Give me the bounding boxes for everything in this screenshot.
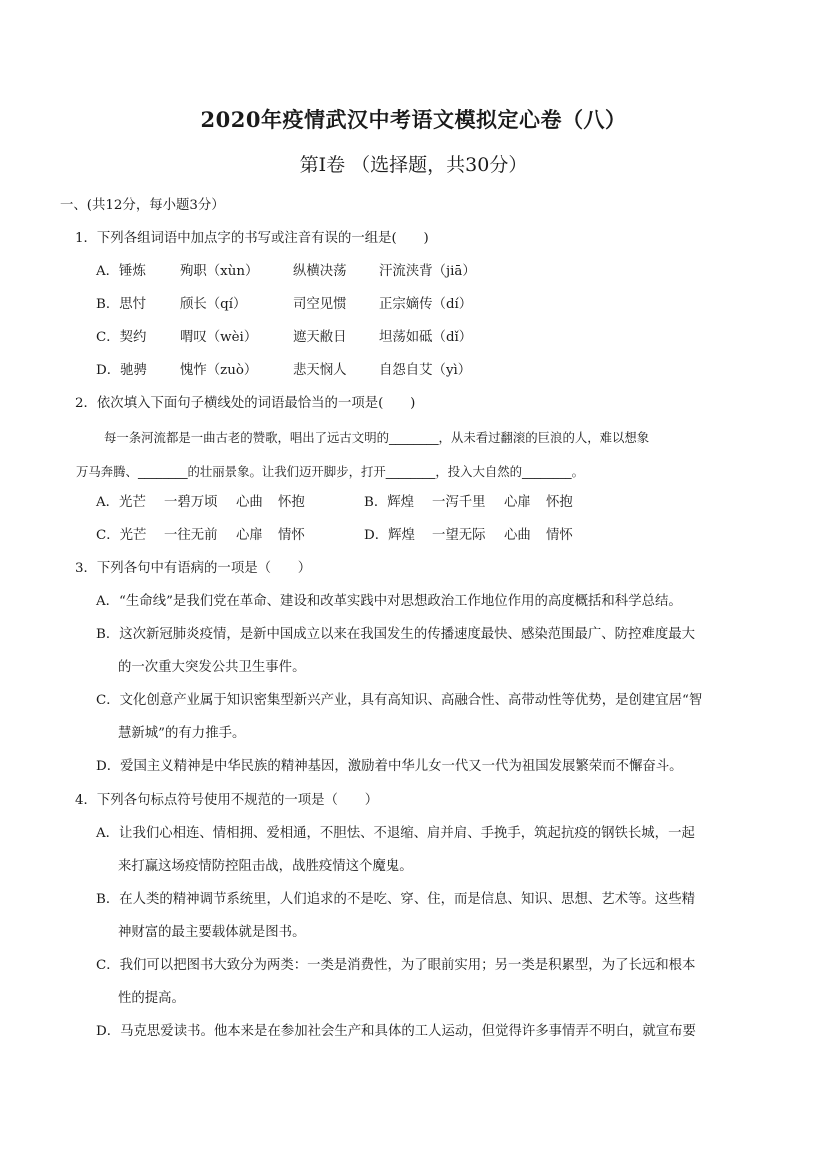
option-word: 怀抱 (278, 495, 305, 510)
question-1-option-d (96, 362, 471, 380)
option-word: 遮天敝日 (293, 330, 347, 345)
question-4-option-c: C．我们可以把图书大致分为两类：一类是消费性，为了眼前实用；另一类是积累型，为了长远和根本 (96, 958, 696, 973)
question-4-option-c-cont: 性的提高。 (118, 991, 185, 1006)
option-word: 喟叹（wèi） (180, 330, 258, 345)
question-4-option-a: A．让我们心相连、情相拥、爱相通，不胆怯、不退缩、肩并肩、手挽手，筑起抗疫的钢铁长城，一起 (96, 826, 695, 841)
page-title: 2020年疫情武汉中考语文模拟定心卷（八） (200, 107, 627, 132)
question-4-option-d: D．马克思爱读书。他本来是在参加社会生产和具体的工人运动，但觉得许多事情弄不明白，就宣布要 (96, 1024, 696, 1039)
question-1-stem: 1．下列各组词语中加点字的书写或注音有误的一组是( ) (75, 231, 429, 246)
option-word: 司空见惯 (293, 297, 347, 312)
option-word: 坦荡如砥（dǐ） (379, 330, 473, 345)
option-word: 殉职（xùn） (180, 264, 259, 279)
question-4-option-b: B．在人类的精神调节系统里，人们追求的不是吃、穿、住，而是信息、知识、思想、艺术等。这些精 (96, 892, 696, 907)
question-2-option-c (96, 527, 305, 545)
question-4-stem: 4．下列各句标点符号使用不规范的一项是（ ） (75, 793, 379, 808)
option-word: 情怀 (278, 528, 305, 543)
question-1-option-c (96, 329, 472, 347)
option-word: 纵横决荡 (293, 264, 347, 279)
option-word: 怀抱 (546, 495, 573, 510)
page-subtitle: 第Ⅰ卷 （选择题，共30分） (299, 154, 528, 176)
question-2-passage-line: 万马奔腾、________的壮丽景象。让我们迈开脚步，打开________，投入大自然的________。 (76, 464, 585, 479)
question-1-option-a (96, 263, 476, 281)
question-3-option-d: D．爱国主义精神是中华民族的精神基因，激励着中华儿女一代又一代为祖国发展繁荣而不懈奋斗。 (96, 759, 683, 774)
option-word: 悲天悯人 (293, 363, 347, 378)
option-word: 颀长（qí） (180, 297, 247, 312)
option-word: 一碧万顷 (164, 495, 218, 510)
option-word: 一泻千里 (432, 495, 486, 510)
question-2-option-d (364, 527, 573, 545)
option-label: D．辉煌 (364, 528, 415, 543)
question-3-option-c: C．文化创意产业属于知识密集型新兴产业，具有高知识、高融合性、高带动性等优势，是创建宜居“智 (96, 693, 703, 708)
option-word: 一望无际 (432, 528, 486, 543)
question-3-option-b-cont: 的一次重大突发公共卫生事件。 (118, 660, 306, 675)
option-label: D．驰骋 (96, 363, 147, 378)
option-label: B．辉煌 (364, 495, 415, 510)
option-word: 正宗嫡传（dí） (379, 297, 473, 312)
option-word: 愧怍（zuò） (180, 363, 258, 378)
question-2-stem: 2．依次填入下面句子横线处的词语最恰当的一项是( ) (75, 396, 416, 411)
question-4-option-b-cont: 神财富的最主要载体就是图书。 (118, 925, 306, 940)
option-word: 心扉 (504, 495, 531, 510)
option-label: A．光芒 (96, 495, 146, 510)
option-label: C．契约 (96, 330, 147, 345)
option-word: 自怨自艾（yì） (379, 363, 472, 378)
question-2-passage-line: 每一条河流都是一曲古老的赞歌，唱出了远古文明的________，从未看过翻滚的巨浪的人，难以想象 (104, 430, 650, 445)
option-word: 一往无前 (164, 528, 218, 543)
question-1-option-b (96, 296, 472, 314)
option-label: C．光芒 (96, 528, 147, 543)
question-3-stem: 3．下列各句中有语病的一项是（ ） (75, 561, 312, 576)
question-4-option-a-cont: 来打赢这场疫情防控阻击战，战胜疫情这个魔鬼。 (118, 859, 413, 874)
section-heading: 一、(共12分，每小题3分） (60, 198, 225, 213)
option-word: 情怀 (546, 528, 573, 543)
option-word: 心扉 (236, 528, 263, 543)
option-word: 心曲 (504, 528, 531, 543)
option-label: B．思忖 (96, 297, 147, 312)
question-3-option-c-cont: 慧新城”的有力推手。 (118, 726, 246, 741)
option-word: 汗流浃背（jiā） (379, 264, 476, 279)
question-2-option-a (96, 494, 305, 512)
option-word: 心曲 (236, 495, 263, 510)
option-label: A．锤炼 (96, 264, 146, 279)
question-3-option-a: A．“生命线”是我们党在革命、建设和改革实践中对思想政治工作地位作用的高度概括和科学总结。 (96, 594, 682, 609)
question-3-option-b: B．这次新冠肺炎疫情，是新中国成立以来在我国发生的传播速度最快、感染范围最广、防控难度最大 (96, 627, 696, 642)
question-2-option-b (364, 494, 573, 512)
